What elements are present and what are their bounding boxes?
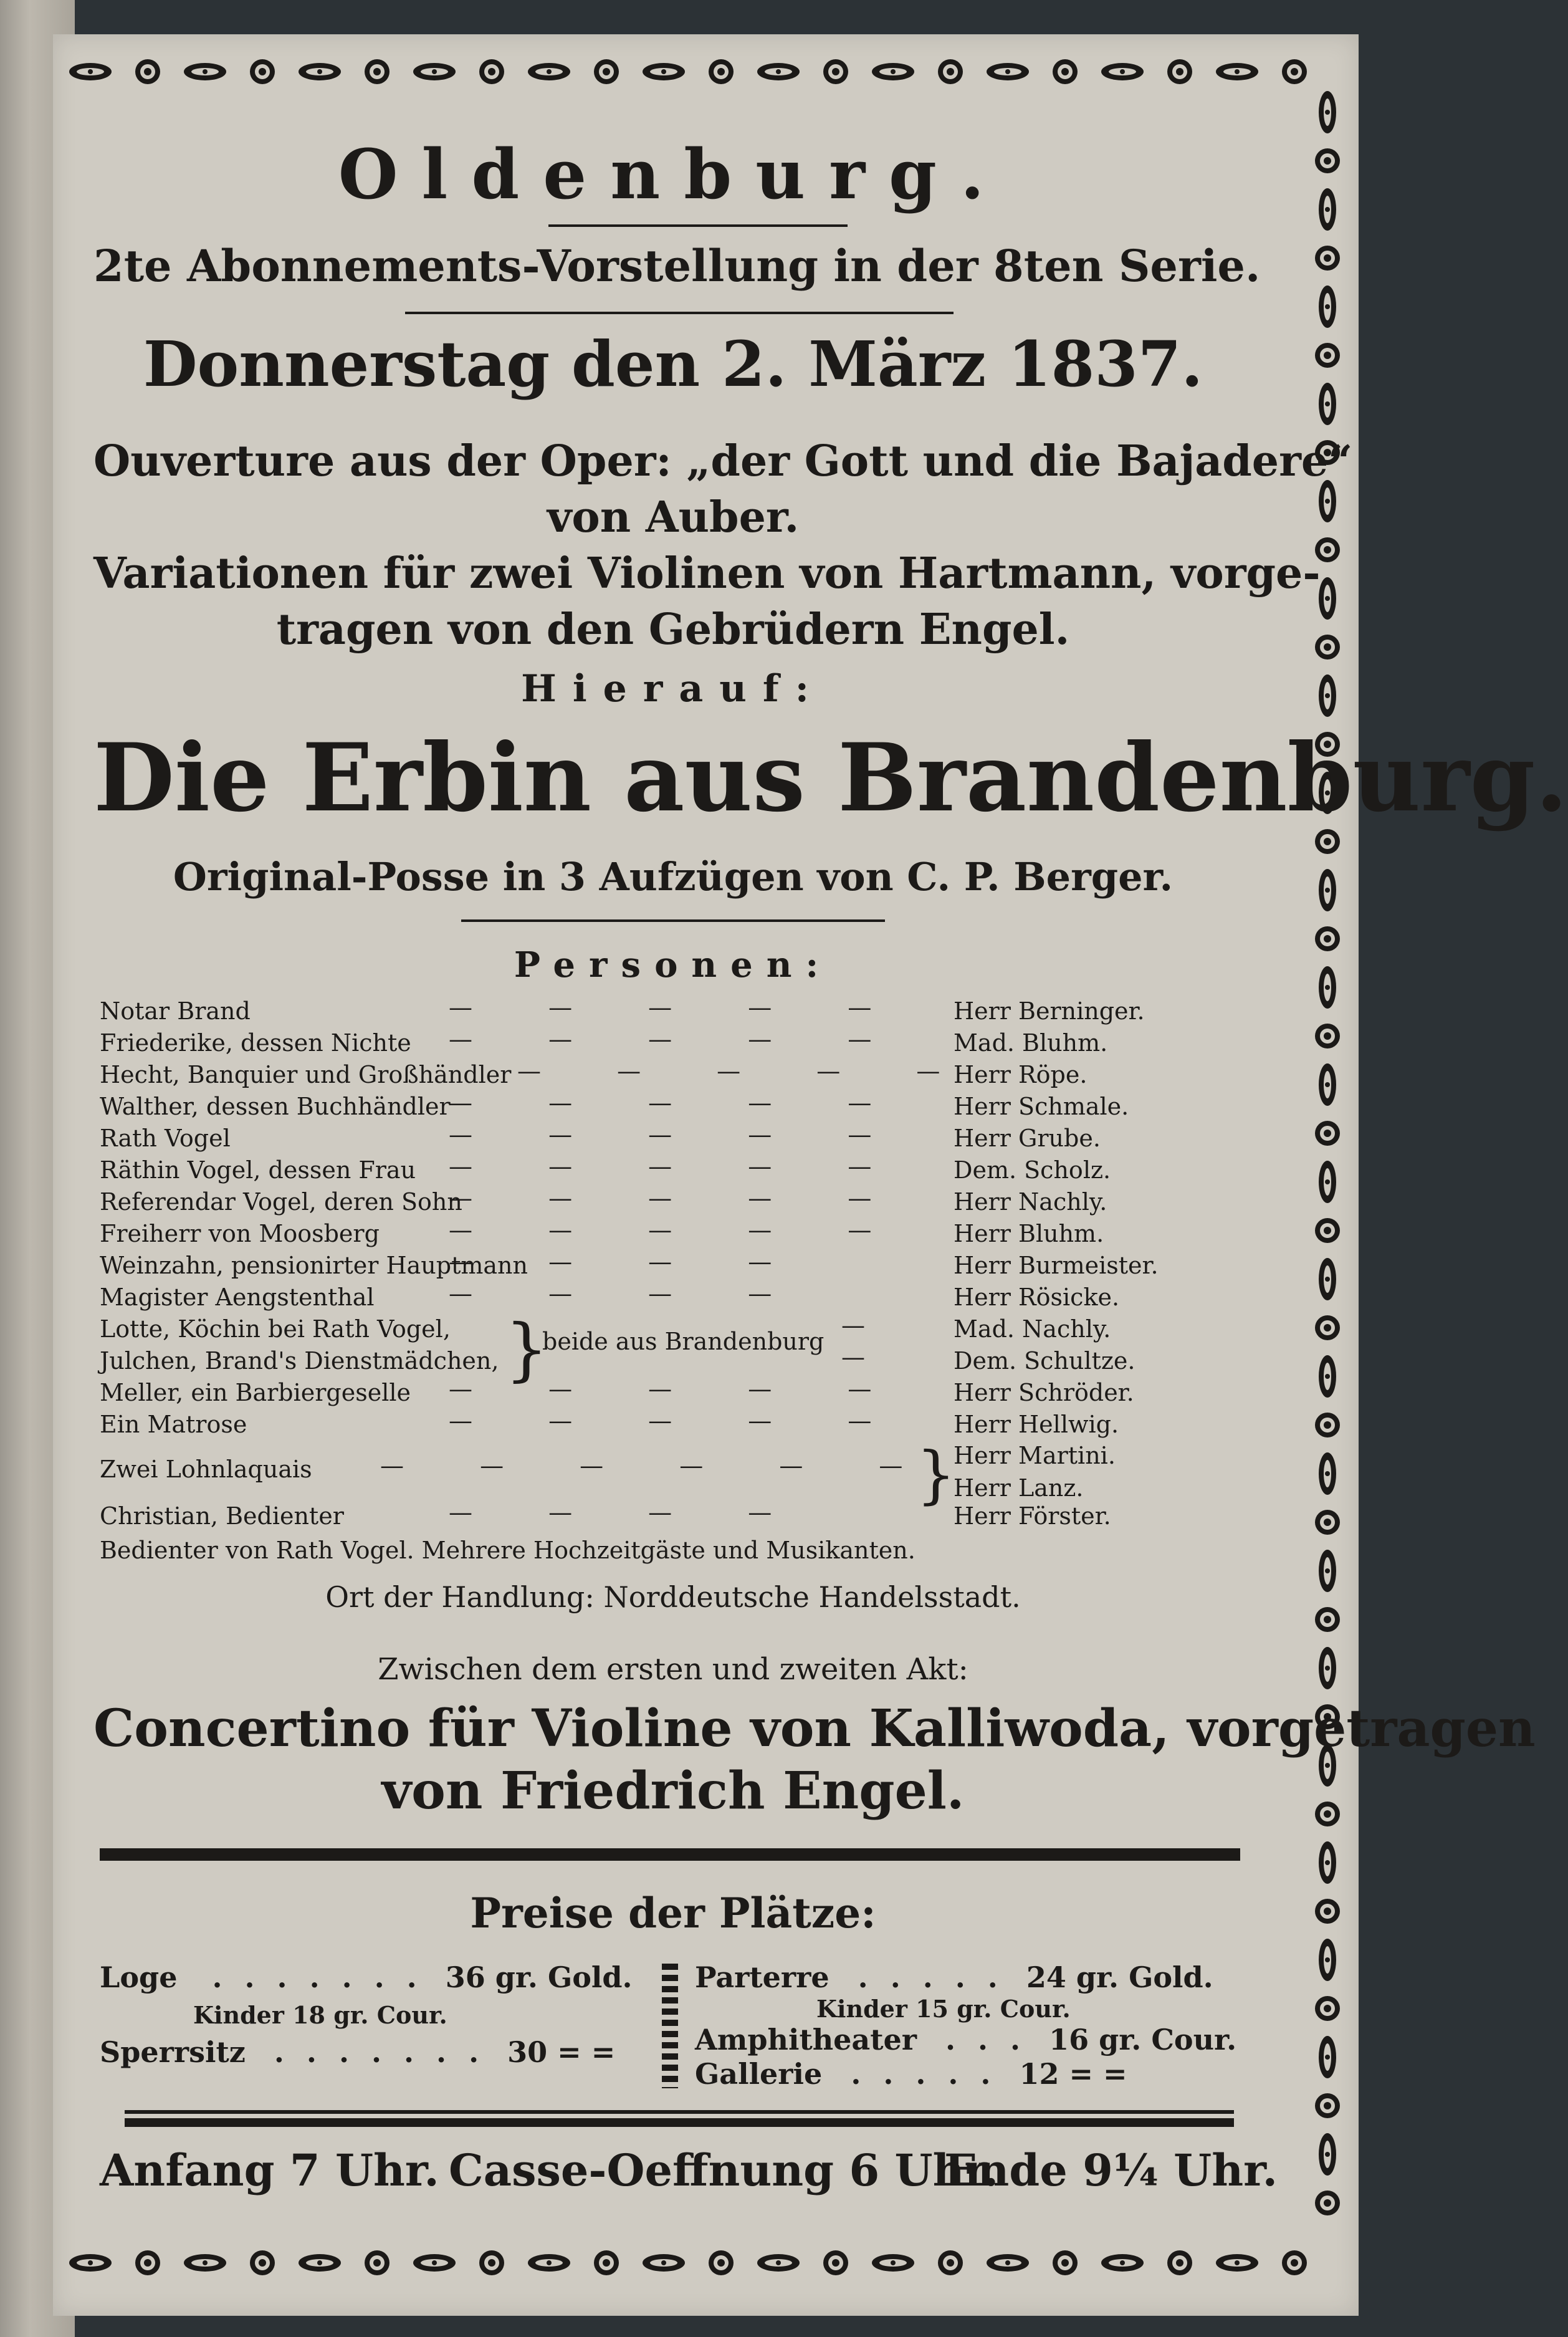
brace-symbol: } — [505, 1309, 548, 1389]
cast-actor: Herr Grube. — [954, 1125, 1101, 1152]
cast-role: Walther, dessen Buchhändler — [100, 1093, 451, 1120]
cast-role: Hecht, Banquier und Großhändler — [100, 1061, 512, 1088]
cast-role: Meller, ein Barbiergeselle — [100, 1379, 411, 1406]
leader-dashes: — — — — — — [449, 1089, 906, 1116]
cast-row — [100, 1057, 1234, 1092]
price-loge — [100, 1960, 633, 1994]
cast-actor: Herr Schmale. — [954, 1093, 1129, 1120]
leader-dashes: — — — — — [449, 1280, 806, 1307]
cast-role: Ein Matrose — [100, 1411, 247, 1438]
cast-actor: Herr Förster. — [954, 1502, 1111, 1530]
leader-dashes: — — — — — — — [380, 1452, 937, 1479]
price-value: 36 gr. Gold. — [445, 1960, 633, 1994]
price-value: 24 gr. Gold. — [1026, 1960, 1213, 1994]
leader-dashes: — — — — — — [449, 994, 906, 1021]
cast-role: Notar Brand — [100, 997, 251, 1025]
cast-row — [100, 1025, 1234, 1060]
price-value: 12 = = — [1019, 2057, 1127, 2091]
dot-leader: . . . — [945, 2023, 1027, 2056]
price-value: 16 gr. Cour. — [1049, 2023, 1237, 2056]
cast-actor: Herr Martini. — [954, 1442, 1116, 1469]
cast-row — [100, 1089, 1234, 1124]
cast-actor: Mad. Bluhm. — [954, 1029, 1108, 1057]
price-label: Amphitheater — [695, 2023, 917, 2056]
leader-dashes: — — — — — — [449, 1375, 906, 1403]
thick-divider — [100, 1848, 1240, 1861]
leader-dashes: — — [841, 1312, 899, 1339]
price-parterre — [695, 1960, 1213, 1994]
performance-date: Donnerstag den 2. März 1837. — [143, 327, 1203, 401]
cast-role: Magister Aengstenthal — [100, 1284, 375, 1311]
price-label: Parterre — [695, 1960, 829, 1994]
cast-row — [100, 1407, 1234, 1442]
cast-actor: Dem. Schultze. — [954, 1347, 1135, 1375]
price-label: Gallerie — [695, 2057, 823, 2091]
series-line: 2te Abonnements-Vorstellung in der 8ten Serie. — [93, 240, 1261, 292]
lohnlaquais-row — [100, 1438, 1234, 1511]
interlude-intro: Zwischen dem ersten und zweiten Akt: — [378, 1652, 968, 1687]
cast-role: Friederike, dessen Nichte — [100, 1029, 411, 1057]
cast-actor: Dem. Scholz. — [954, 1156, 1111, 1184]
double-rule-top — [125, 2110, 1234, 2114]
price-value: 30 = = — [507, 2035, 616, 2069]
interlude-line-1: Concertino für Violine von Kalliwoda, vorgetragen — [93, 1699, 1536, 1759]
cast-heading: Personen: — [514, 944, 833, 986]
price-label: Loge — [100, 1960, 178, 1994]
leader-dashes: — — — — — — [449, 1184, 906, 1212]
double-rule-bottom — [125, 2118, 1234, 2127]
price-kinder-left: Kinder 18 gr. Cour. — [193, 2001, 447, 2029]
cast-row — [100, 1375, 1234, 1410]
price-label: Sperrsitz — [100, 2035, 246, 2069]
leader-dashes: — — — — — — [449, 1216, 906, 1244]
variations-line-2: tragen von den Gebrüdern Engel. — [276, 605, 1070, 655]
cast-actor: Herr Burmeister. — [954, 1252, 1159, 1279]
interlude-line-2: von Friedrich Engel. — [381, 1761, 965, 1821]
price-sperrsitz — [100, 2035, 615, 2069]
cast-row — [100, 994, 1234, 1029]
price-kinder-right: Kinder 15 gr. Cour. — [816, 1995, 1071, 2023]
leader-dashes: — — — — — — [517, 1057, 975, 1085]
end-time: Ende 9¼ Uhr. — [944, 2144, 1278, 2196]
cast-role: Zwei Lohnlaquais — [100, 1456, 312, 1483]
leader-dashes: — — [841, 1343, 899, 1371]
cast-role: Referendar Vogel, deren Sohn — [100, 1188, 462, 1216]
divider-line — [548, 224, 848, 227]
city-title: Oldenburg. — [338, 134, 1008, 214]
cast-actor: Herr Röpe. — [954, 1061, 1088, 1088]
brace-symbol: } — [916, 1438, 956, 1511]
leader-dashes: — — — — — — [449, 1407, 906, 1434]
cast-actor: Herr Hellwig. — [954, 1411, 1119, 1438]
cast-role: Weinzahn, pensionirter Hauptmann — [100, 1252, 528, 1279]
extras-row — [100, 1537, 1234, 1568]
hierauf-label: Hierauf: — [521, 667, 825, 711]
cast-role: Julchen, Brand's Dienstmädchen, — [100, 1347, 499, 1375]
christian-row — [100, 1499, 1234, 1533]
cast-actor: Mad. Nachly. — [954, 1315, 1111, 1343]
cast-role: Freiherr von Moosberg — [100, 1220, 380, 1247]
column-ornament — [662, 1964, 678, 2088]
variations-line-1: Variationen für zwei Violinen von Hartmann, vorge- — [93, 549, 1321, 598]
cast-role: Rath Vogel — [100, 1125, 231, 1152]
play-title: Die Erbin aus Brandenburg. — [93, 723, 1568, 833]
cast-row — [100, 1248, 1234, 1283]
dot-leader: . . . . . . . — [212, 1960, 423, 1994]
cast-row — [100, 1216, 1234, 1251]
price-amphitheater — [695, 2023, 1236, 2056]
dot-leader: . . . . . . . — [274, 2035, 485, 2069]
cast-row — [100, 1121, 1234, 1156]
extras-text: Bedienter von Rath Vogel. Mehrere Hochzeitgäste und Musikanten. — [100, 1537, 915, 1564]
cast-role: Räthin Vogel, dessen Frau — [100, 1156, 416, 1184]
cast-actor: Herr Bluhm. — [954, 1220, 1104, 1247]
cast-actor: Herr Berninger. — [954, 997, 1145, 1025]
cast-row — [100, 1280, 1234, 1315]
cast-actor: Herr Rösicke. — [954, 1284, 1120, 1311]
dot-leader: . . . . . — [858, 1960, 1004, 1994]
cast-actor: Herr Schröder. — [954, 1379, 1134, 1406]
cast-role: Lotte, Köchin bei Rath Vogel, — [100, 1315, 451, 1343]
cast-row — [100, 1153, 1234, 1188]
divider-line — [461, 919, 885, 922]
cast-role: Christian, Bedienter — [100, 1502, 344, 1530]
leader-dashes: — — — — — [449, 1248, 806, 1275]
box-office-time: Casse-Oeffnung 6 Uhr. — [449, 2144, 999, 2196]
leader-dashes: — — — — — [449, 1499, 806, 1526]
cast-actor: Herr Nachly. — [954, 1188, 1107, 1216]
setting-line: Ort der Handlung: Norddeutsche Handelsstadt. — [325, 1580, 1021, 1614]
divider-line — [405, 312, 954, 314]
leader-dashes: — — — — — — [449, 1121, 906, 1148]
dot-leader: . . . . . — [851, 2057, 997, 2091]
play-subtitle: Original-Posse in 3 Aufzügen von C. P. Berger. — [173, 854, 1174, 900]
cast-actor: Herr Lanz. — [954, 1474, 1084, 1502]
start-time: Anfang 7 Uhr. — [100, 2144, 439, 2196]
leader-dashes: — — — — — — [449, 1025, 906, 1053]
brace-note: beide aus Brandenburg — [542, 1328, 825, 1355]
overture-line-1: Ouverture aus der Oper: „der Gott und die Bajadere“ — [93, 436, 1353, 486]
cast-row — [100, 1184, 1234, 1219]
price-gallerie — [695, 2057, 1127, 2091]
overture-line-2: von Auber. — [547, 492, 800, 542]
prices-heading: Preise der Plätze: — [470, 1889, 876, 1937]
leader-dashes: — — — — — — [449, 1153, 906, 1180]
